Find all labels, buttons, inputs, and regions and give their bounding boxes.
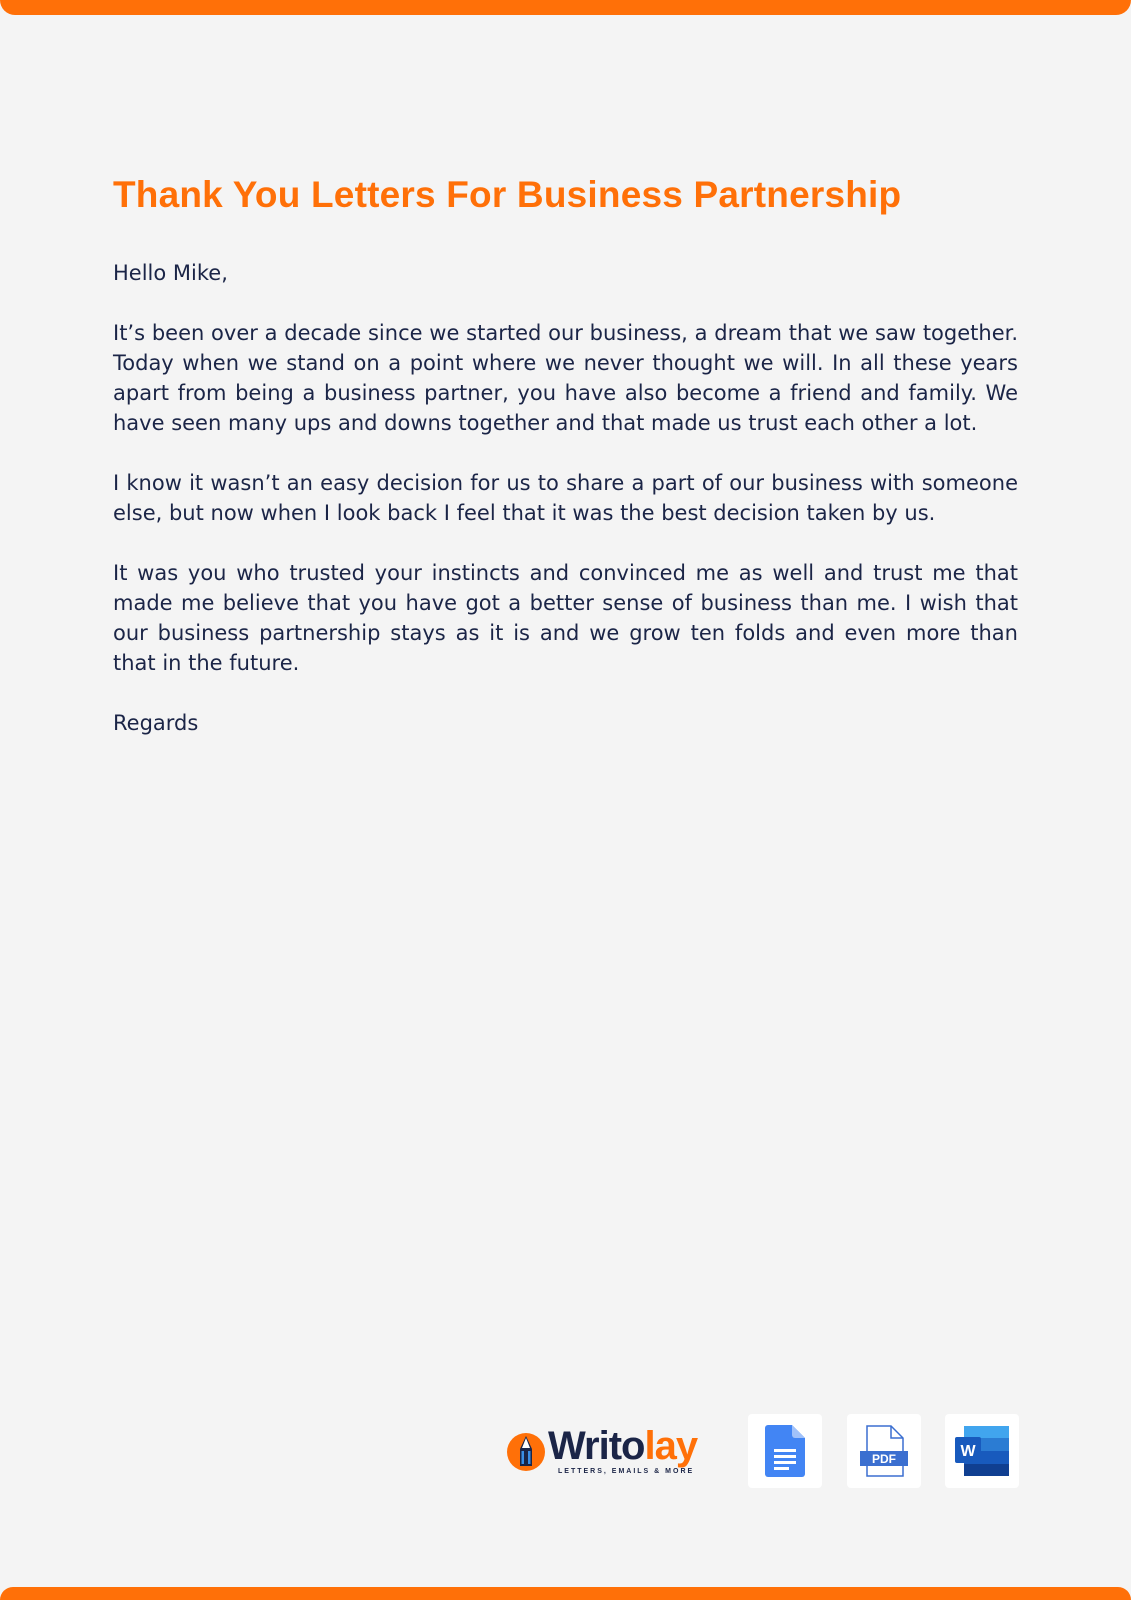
letter-title: Thank You Letters For Business Partnership	[113, 174, 902, 215]
footer	[506, 1414, 1018, 1488]
ms-word-icon	[954, 1425, 1010, 1477]
pdf-label: PDF	[872, 1452, 896, 1466]
top-accent-bar	[0, 0, 1131, 15]
letter-signoff: Regards	[113, 711, 199, 735]
logo-word-part2: lay	[644, 1424, 698, 1468]
word-download-button[interactable]	[945, 1414, 1019, 1488]
logo-wordmark	[548, 1424, 697, 1468]
word-label: W	[960, 1443, 976, 1460]
letter-paragraph-2: I know it wasn’t an easy decision for us to share a part of our business with someone else, but now when I look back I feel that it was the best decision taken by us.	[113, 471, 1018, 525]
writolay-logo[interactable]	[506, 1424, 712, 1478]
pdf-download-button[interactable]	[847, 1414, 921, 1488]
logo-word-part1: Writo	[548, 1424, 645, 1468]
bottom-accent-bar	[0, 1587, 1131, 1600]
google-docs-download-button[interactable]	[748, 1414, 822, 1488]
letter-greeting: Hello Mike,	[113, 261, 228, 285]
pdf-file-icon	[859, 1425, 909, 1477]
letter-paragraph-1: It’s been over a decade since we started our business, a dream that we saw together. Today when we stand on a point where we never thought we will. In all these years apart from being a business partner, you have also become a friend and family. We have seen many ups and downs together and that made us trust each other a lot.	[113, 321, 1018, 435]
letter-paragraph-3: It was you who trusted your instincts and convinced me as well and trust me that made me believe that you have got a better sense of business than me. I wish that our business partnership stays as it is and we grow ten folds and even more than that in the future.	[113, 561, 1018, 675]
logo-tagline: LETTERS, EMAILS & MORE	[558, 1468, 695, 1475]
letter-body	[113, 168, 1018, 738]
google-docs-icon	[765, 1425, 805, 1477]
pen-nib-logo-icon	[506, 1432, 546, 1472]
